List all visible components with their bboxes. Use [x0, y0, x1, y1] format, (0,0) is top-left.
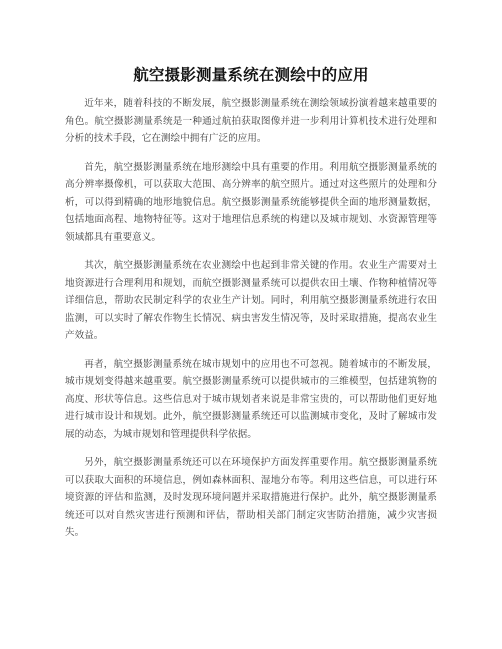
paragraph-terrain: 首先，航空摄影测量系统在地形测绘中具有重要的作用。利用航空摄影测量系统的高分辨率摄像机，可以获取大范围、高分辨率的航空照片。通过对这些照片的处理和分析，可以得到精确的地形地貌信息。航空摄影测量系统能够提供全面的地形测量数据，包括地面高程、地物特征等。这对于地理信息系统的构建以及城市规划、水资源管理等领域都具有重要意义。: [65, 161, 437, 243]
document-body: [65, 95, 437, 553]
document-title: 航空摄影测量系统在测绘中的应用: [133, 66, 369, 84]
paragraph-intro: 近年来，随着科技的不断发展，航空摄影测量系统在测绘领域扮演着越来越重要的角色。航空摄影测量系统是一种通过航拍获取图像并进一步利用计算机技术进行处理和分析的技术手段，它在测绘中拥有广泛的应用。: [65, 98, 437, 144]
paragraph-urban-planning: 再者，航空摄影测量系统在城市规划中的应用也不可忽视。随着城市的不断发展，城市规划变得越来越重要。航空摄影测量系统可以提供城市的三维模型，包括建筑物的高度、形状等信息。这些信息对于城市规划者来说是非常宝贵的，可以帮助他们更好地进行城市设计和规划。此外，航空摄影测量系统还可以监测城市变化，及时了解城市发展的动态，为城市规划和管理提供科学依据。: [65, 358, 437, 440]
paragraph-agriculture: 其次，航空摄影测量系统在农业测绘中也起到非常关键的作用。农业生产需要对土地资源进行合理利用和规划，而航空摄影测量系统可以提供农田土壤、作物种植情况等详细信息，帮助农民制定科学的农业生产计划。同时，利用航空摄影测量系统进行农田监测，可以实时了解农作物生长情况、病虫害发生情况等，及时采取措施，提高农业生产效益。: [65, 260, 437, 341]
paragraph-environment: 另外，航空摄影测量系统还可以在环境保护方面发挥重要作用。航空摄影测量系统可以获取大面积的环境信息，例如森林面积、湿地分布等。利用这些信息，可以进行环境资源的评估和监测，及时发现环境问题并采取措施进行保护。此外，航空摄影测量系统还可以对自然灾害进行预测和评估，帮助相关部门制定灾害防治措施，减少灾害损失。: [65, 457, 437, 538]
